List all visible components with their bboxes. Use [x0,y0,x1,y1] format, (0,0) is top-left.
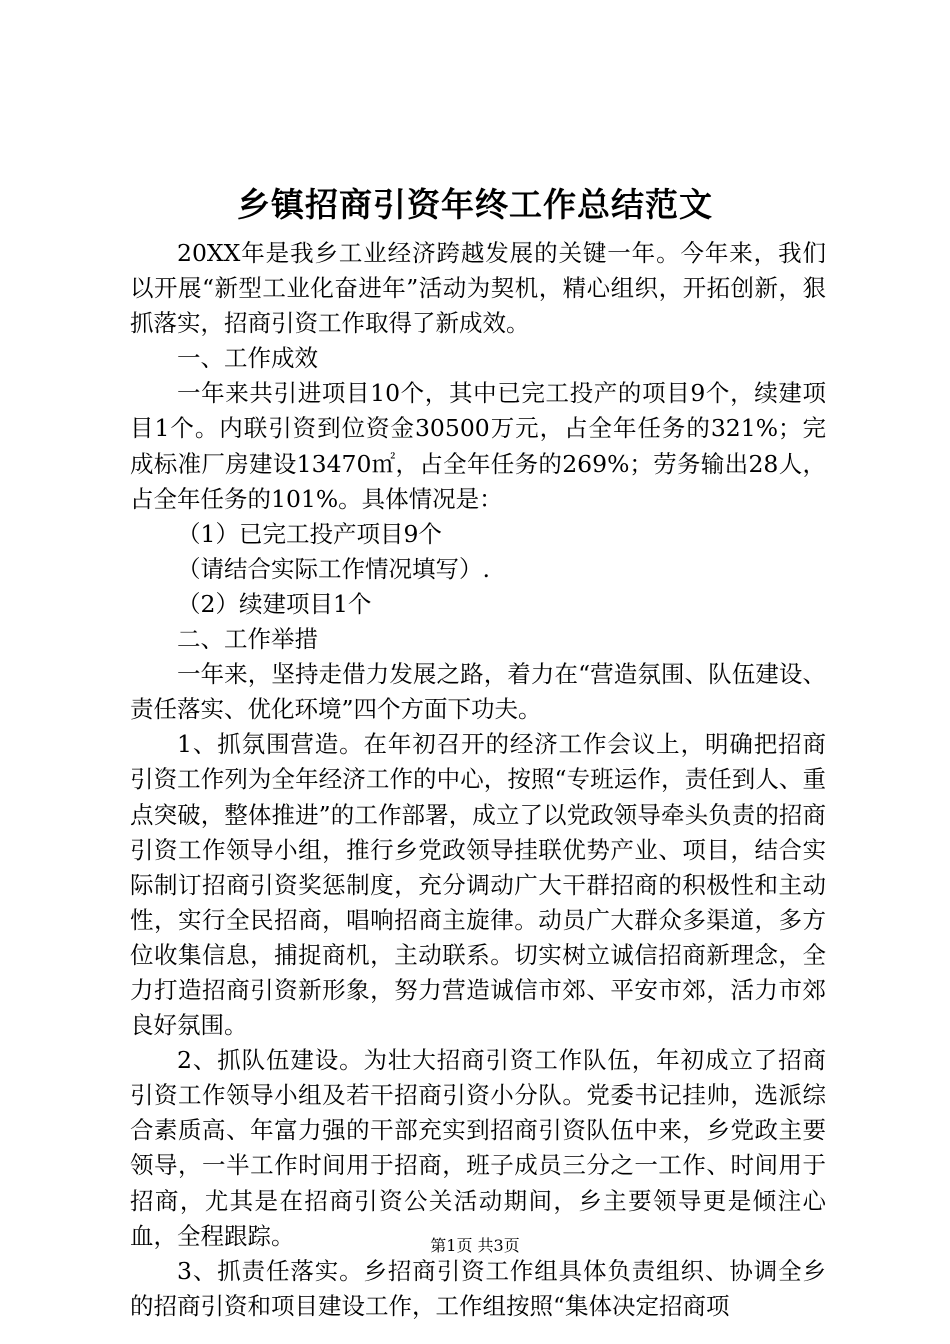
paragraph-responsibility: 3、抓责任落实。乡招商引资工作组具体负责组织、协调全乡的招商引资和项目建设工作，工作组按照“集体决定招商项 [130,1256,826,1320]
paragraph-atmosphere: 1、抓氛围营造。在年初召开的经济工作会议上，明确把招商引资工作列为全年经济工作的中心，按照“专班运作，责任到人、重点突破，整体推进”的工作部署，成立了以党政领导牵头负责的招商引资工作领导小组，推行乡党政领导挂联优势产业、项目，结合实际制订招商引资奖惩制度，充分调动广大干群招商的积极性和主动性，实行全民招商，唱响招商主旋律。动员广大群众多渠道，多方位收集信息，捕捉商机，主动联系。切实树立诚信招商新理念，全力打造招商引资新形象，努力营造诚信市郊、平安市郊，活力市郊良好氛围。 [130,730,826,1040]
paragraph-results: 一年来共引进项目10个，其中已完工投产的项目9个，续建项目1个。内联引资到位资金30500万元，占全年任务的321%；完成标准厂房建设13470㎡，占全年任务的269%；劳务输出28人，占全年任务的101%。具体情况是： [130,379,826,513]
document-title: 乡镇招商引资年终工作总结范文 [237,185,713,224]
paragraph-measures-intro: 一年来，坚持走借力发展之路，着力在“营造氛围、队伍建设、责任落实、优化环境”四个方面下功夫。 [130,660,826,724]
paragraph-intro: 20XX年是我乡工业经济跨越发展的关键一年。今年来，我们以开展“新型工业化奋进年”活动为契机，精心组织，开拓创新，狠抓落实，招商引资工作取得了新成效。 [130,239,826,338]
section-heading-results: 一、工作成效 [177,344,318,373]
document-body [130,236,826,1324]
list-item-completed-projects: （1）已完工投产项目9个 [177,519,442,548]
page-footer: 第1页 共3页 [430,1236,520,1255]
section-heading-measures: 二、工作举措 [177,625,318,654]
paragraph-team-building: 2、抓队伍建设。为壮大招商引资工作队伍，年初成立了招商引资工作领导小组及若干招商引资小分队。党委书记挂帅，选派综合素质高、年富力强的干部充实到招商引资队伍中来，乡党政主要领导，一半工作时间用于招商，班子成员三分之一工作、时间用于招商，尤其是在招商引资公关活动期间，乡主要领导更是倾注心血，全程跟踪。 [130,1046,826,1250]
list-item-ongoing-projects: （2）续建项目1个 [177,589,372,618]
paragraph-fill-note: （请结合实际工作情况填写）. [177,554,490,583]
